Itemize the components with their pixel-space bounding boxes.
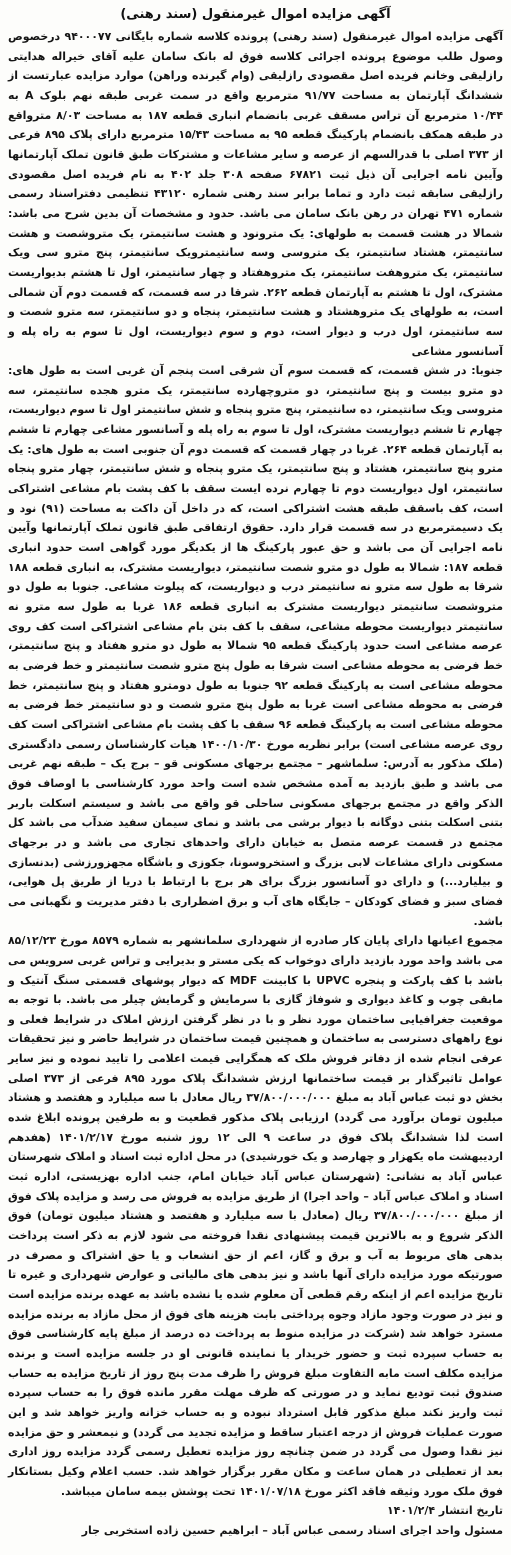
notice-footer bbox=[8, 1501, 503, 1540]
publish-date: تاریخ انتشار ۱۴۰۱/۲/۴ bbox=[386, 1504, 503, 1518]
notice-paragraph: جنوبا: در شش قسمت، که قسمت سوم آن شرقی است پنجم آن غربی است به طول های: دو مترو بیست و پنج سانتیمتر، دو متروچهارده سانتیمتر، یک مترو هجده سانتیمتر، سه متروسی ویک سانتیمتر، ده سانتیمتر، پنج مترو پنجاه و شش سانتیمتر اول تا سوم دیواریست، چهارم تا ششم دیواریست مشترک، اول تا سوم به راه پله و آسانسور مشاعی چهارم تا ششم به آپارتمان قطعه ۲۶۴. غربا در چهار قسمت که قسمت دوم آن جنوبی است به طول های: یک مترو پنج سانتیمتر، هشتاد و پنج سانتیمتر، یک مترو پنجاه و شش سانتیمتر، چهار مترو پنجاه سانتیمتر، اول دیواریست دوم تا چهارم نرده ایست سقف با کف پشت بام مشاعی اشتراکی است، کف باسقف طبقه هشت اشتراکی است، که در داخل آن داکت به مساحت (۹۱) نود و یک دسیمترمربع در سه قسمت قرار دارد. حقوق ارتفاقی طبق قانون تملک آپارتمانها وآیین نامه اجرایی آن می باشد و حق عبور پارکینگ ها از یکدیگر مورد گواهی است حدود انباری قطعه ۱۸۷: شمالا به طول دو مترو شصت سانتیمتر، دیواریست مشترک، به انباری قطعه ۱۸۸ شرقا به طول سه مترو نه سانتیمتر درب و دیواریست، که پیلوت مشاعی. جنوبا به طول دو متروشصت سانتیمتر دیواریست مشترک به انباری قطعه ۱۸۶ غربا به طول سه مترو نه سانتیمتر دیواریست محوطه مشاعی، سقف با کف بتن بام مشاعی اشتراکی است کف روی عرصه مشاعی است حدود پارکینگ قطعه ۹۵ شمالا به طول دو مترو هفتاد و پنج سانتیمتر، خط فرضی به محوطه مشاعی است شرقا به طول پنج مترو شصت سانتیمتر و خط فرضی به محوطه مشاعی است به پارکینگ قطعه ۹۲ جنوبا به طول دومترو هفتاد و پنج سانتیمتر، خط فرضی به محوطه مشاعی است غربا به طول پنج مترو شصت و دو سانتیمتر خط فرضی به محوطه مشاعی است به پارکینگ قطعه ۹۶ سقف با کف پشت بام مشاعی اشتراکی است کف روی عرصه مشاعی است) برابر نظریه مورخ ۱۴۰۰/۱۰/۳۰ هیات کارشناسان رسمی دادگستری (ملک مذکور به آدرس: سلماشهر – مجتمع برجهای مسکونی قو – برج یک – طبقه نهم غربی می باشد و طبق بازدید به آمده مشخص شده است واحد مورد کارشناسی با اوصاف فوق الذکر واقع در مجتمع برجهای مسکونی ساحلی قو واقع می باشد و سیستم اسکلت باربر بتنی اسکلت بتنی دوگانه با دیوار برشی می باشد و نمای سیمان سفید ضدآب می باشد کل مجتمع در قسمت عرصه متصل به خیابان دارای واحدهای تجاری می باشد و در برجهای مسکونی دارای مشاعات لابی بزرگ و استخروسونا، جکوزی و باشگاه مجهزورزشی (بدنسازی و بیلیارد...) و دارای دو آسانسور بزرگ برای هر برج با ارتباط با دریا از طریق پل هوایی، فضای سبز و فضای کودکان – جایگاه های آب و برق اضطراری با دفتر مدیریت و نگهبانی می باشد. bbox=[8, 364, 504, 928]
signature-line: مسئول واحد اجرای اسناد رسمی عباس آباد – ابراهیم حسین زاده استخربی جار bbox=[81, 1523, 503, 1537]
notice-paragraph: آگهی مزایده اموال غیرمنقول (سند رهنی) پرونده کلاسه شماره بایگانی ۹۴۰۰۰۷۷ درخصوص وصول طلب موضوع پرونده اجرائی کلاسه فوق له بانک سامان علیه آقای خیراله هدایتی رازلیقی وخانم فریده اصل مقصودی رازلیقی (وام گیرنده وراهن) موارد مزایده عبارتست از ششدانگ آپارتمان به مساحت ۹۱/۷۷ مترمربع واقع در سمت غربی طبقه نهم بلوک A به ۱۰/۴۴ مترمربع آن تراس مسقف غربی بانضمام انباری قطعه ۱۸۷ به مساحت ۸/۰۳ مترواقع در طبقه همکف بانضمام پارکینگ قطعه ۹۵ به مساحت ۱۵/۴۳ مترمربع دارای پلاک ۸۹۵ فرعی از ۳۷۳ اصلی با قدرالسهم از عرصه و سایر مشاعات و مشترکات طبق قانون تملک آپارتمانها وآیین نامه اجرایی آن ذیل ثبت ۶۷۸۲۱ صفحه ۳۰۸ جلد ۴۰۲ به نام فریده اصل مقصودی رازلیقی سابقه ثبت دارد و تماما برابر سند رهنی شماره ۴۳۱۲۰ تنظیمی دفتراسناد رسمی شماره ۴۷۱ تهران در رهن بانک سامان می باشد. حدود و مشخصات آن بدین شرح می باشد: شمالا در هشت قسمت به طولهای: یک مترونود و هشت سانتیمتر، یک متروشصت و هشت سانتیمتر، هشتاد سانتیمتر، یک متروسی وسه سانتیمترویک سانتیمتر، پنج مترو سی ویک سانتیمتر، یک متروهفت سانتیمتر، یک متروهفتاد و چهار سانتیمتر، اول تا هشتم بدیواریست مشترک، اول تا هشتم به آپارتمان قطعه ۲۶۲. شرقا در سه قسمت، که قسمت دوم آن شمالی است، به طولهای یک متروهشتاد و هشت سانتیمتر، پنجاه و دو سانتیمتر، سه مترو شصت و سه سانتیمتر، اول درب و دیوار است، دوم و سوم دیواریست، اول تا سوم به راه پله و آسانسور مشاعی bbox=[8, 30, 504, 358]
notice-title: آگهی مزایده اموال غیرمنقول (سند رهنی) bbox=[120, 7, 391, 22]
notice-body bbox=[8, 27, 503, 1501]
notice-paragraph: مجموع اعیانها دارای پایان کار صادره از شهرداری سلمانشهر به شماره ۸۵۷۹ مورخ ۸۵/۱۲/۲۳ می باشد واحد مورد بازدید دارای دوخواب که یکی مستر و بدیرایی و تراس غربی سرویس می باشد با کف پارکت و پنجره UPVC با کابینت MDF که دیوار پوشهای قسمتی سنگ آنتیک و مابقی چوب و کاغذ دیواری و شوفاژ گازی با سرمایش و گرمایش چیلر می باشد. با توجه به موقعیت جغرافیایی ساختمان مورد نظر و با در نظر گرفتن ارزش املاک در شرایط فعلی و نوع راههای دسترسی به ساختمان و همچنین قیمت ساختمان در شرایط حاضر و نیز تحقیقات عرفی انجام شده از دفاتر فروش ملک که همگرایی قیمت اعلامی را تایید نموده و نیز سایر عوامل تاثیرگذار بر قیمت ساختمانها ارزش ششدانگ پلاک مورد ۸۹۵ فرعی از ۳۷۳ اصلی بخش دو ثبت عباس آباد به مبلغ ۳۷/۸۰۰/۰۰۰/۰۰۰ ریال معادل با سه میلیارد و هفتصد و هشتاد میلیون تومان برآورد می گردد) ارزیابی پلاک مذکور قطعیت و به طرفین پرونده ابلاغ شده است لذا ششدانگ پلاک فوق در ساعت ۹ الی ۱۲ روز شنبه مورخ ۱۴۰۱/۲/۱۷ (هفدهم اردیبهشت ماه یکهزار و چهارصد و یک خورشیدی) در محل اداره ثبت اسناد و املاک شهرستان عباس آباد به نشانی: (شهرستان عباس آباد خیابان امام، جنب اداره بهزیستی، اداره ثبت اسناد و املاک عباس آباد – واحد اجرا) از طریق مزایده به فروش می رسد و مزایده پلاک فوق از مبلغ ۳۷/۸۰۰/۰۰۰/۰۰۰ ریال (معادل با سه میلیارد و هفتصد و هشتاد میلیون تومان) فوق الذکر شروع و به بالاترین قیمت پیشنهادی نقدا فروخته می شود لازم به ذکر است پرداخت بدهی های مربوط به آب و برق و گاز، اعم از حق انشعاب و یا حق اشتراک و مصرف در صورتیکه مورد مزایده دارای آنها باشد و نیز بدهی های مالیاتی و عوارض شهرداری و غیره تا تاریخ مزایده اعم از اینکه رقم قطعی آن معلوم شده یا نشده باشد به عهده برنده مزایده است و نیز در صورت وجود مازاد وجوه پرداختی بابت هزینه های فوق از محل مازاد به برنده مزایده مسترد خواهد شد (شرکت در مزایده منوط به پرداخت ده درصد از مبلغ پایه کارشناسی فوق به حساب سپرده ثبت و حضور خریدار یا نماینده قانونی او در جلسه مزایده است و برنده مزایده مکلف است مابه التفاوت مبلغ فروش را ظرف مدت پنج روز از تاریخ مزایده به حساب صندوق ثبت تودیع نماید و در صورتی که ظرف مهلت مقرر مانده فوق را به حساب سپرده ثبت واریز نکند مبلغ مذکور قابل استرداد نبوده و به حساب خزانه واریز خواهد شد و این صورت عملیات فروش از درجه اعتبار ساقط و مزایده تجدید می گردد) و نیمعشر و حق مزایده نیز نقدا وصول می گردد در ضمن چنانچه روز مزایده تعطیل رسمی گردد مزایده روز اداری بعد از تعطیلی در همان ساعت و مکان مقرر برگزار خواهد شد. حسب اعلام وکیل بستانکار فوق ملک مورد وثیقه فاقد اکثر مورخ ۱۴۰۱/۰۷/۱۸ تحت پوشش بیمه سامان میباشد. bbox=[8, 934, 504, 1498]
